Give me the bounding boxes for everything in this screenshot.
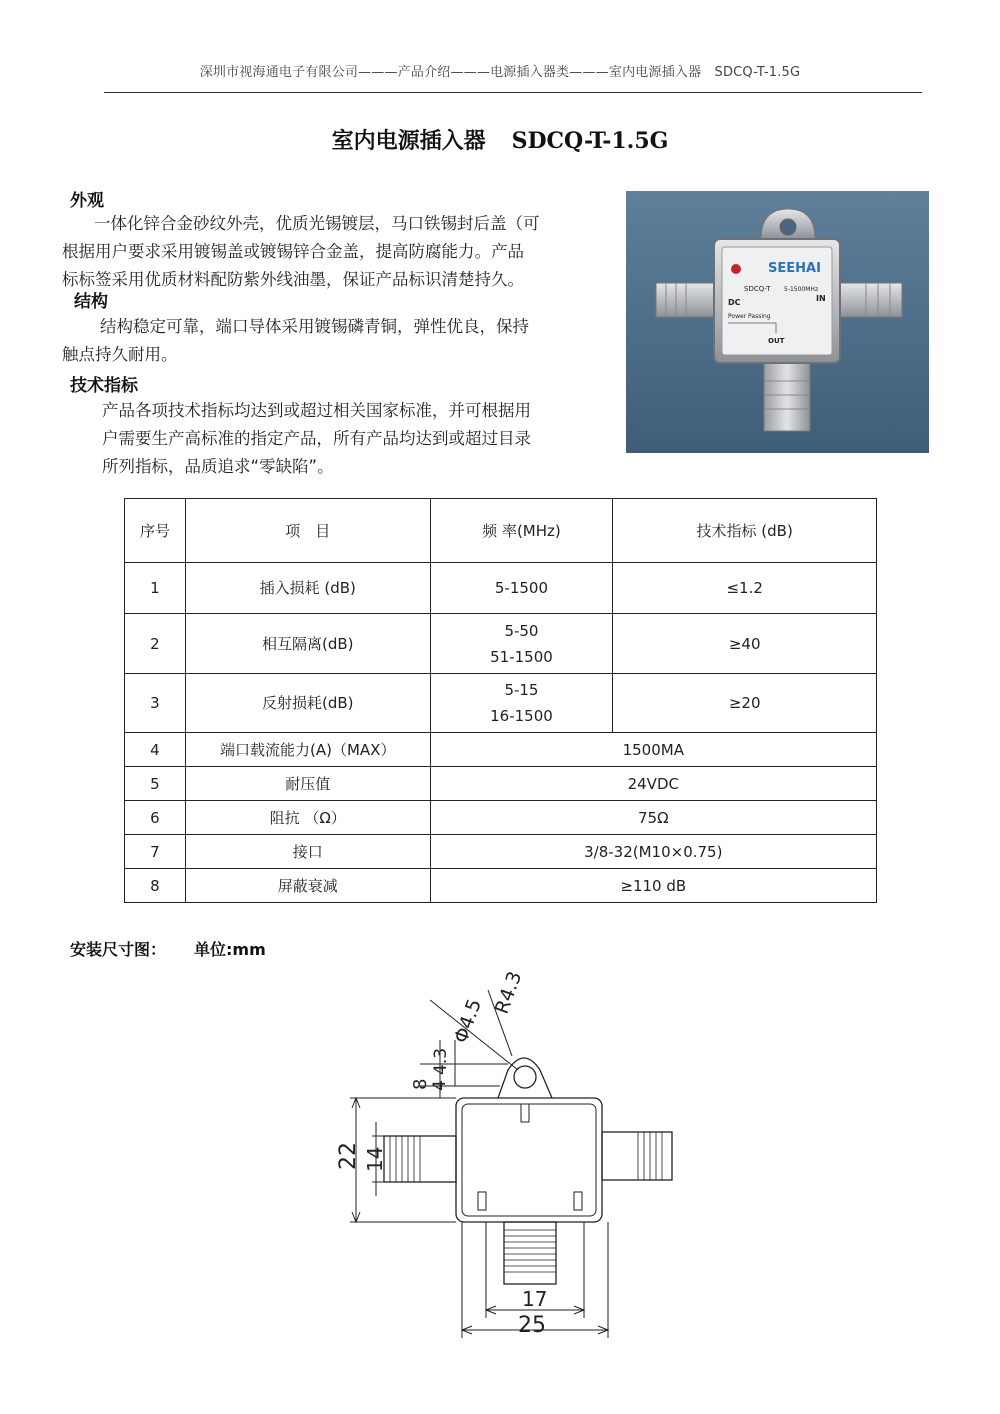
table-row <box>125 835 877 869</box>
led-indicator <box>731 264 741 274</box>
breadcrumb: 深圳市视海通电子有限公司———产品介绍———电源插入器类———室内电源插入器 SDCQ-T-1.5G <box>199 65 801 80</box>
specs-line: 户需要生产高标准的指定产品，所有产品均达到或超过目录 <box>102 429 531 448</box>
cell-value: 24VDC <box>430 767 876 801</box>
drawing-pin <box>574 1192 582 1210</box>
page-title <box>0 124 1000 155</box>
right-connector <box>834 283 902 317</box>
dim-8: 8 <box>410 1078 431 1090</box>
drawing-right-connector <box>602 1132 672 1180</box>
structure-heading: 结构 <box>74 292 108 312</box>
table-row <box>125 869 877 903</box>
cell-item: 接口 <box>185 835 430 869</box>
cell-spec: ≥40 <box>613 614 877 674</box>
specs-text <box>102 397 612 481</box>
cell-item: 插入损耗 (dB) <box>185 563 430 614</box>
header-divider <box>104 92 922 93</box>
specs-heading: 技术指标 <box>70 376 138 396</box>
cell-spec: ≤1.2 <box>613 563 877 614</box>
dim-14: 14 <box>363 1146 387 1172</box>
cell-no: 2 <box>125 614 186 674</box>
table-row <box>125 801 877 835</box>
table-row <box>125 767 877 801</box>
cell-item: 耐压值 <box>185 767 430 801</box>
cell-value: 3/8-32(M10×0.75) <box>430 835 876 869</box>
mounting-hole <box>780 219 796 235</box>
specs-line: 产品各项技术指标均达到或超过相关国家标准，并可根据用 <box>102 401 531 420</box>
cell-no: 8 <box>125 869 186 903</box>
cell-value: 1500MA <box>430 733 876 767</box>
appearance-line: 一体化锌合金砂纹外壳，优质光锡镀层，马口铁锡封后盖（可 <box>94 214 540 233</box>
out-label: OUT <box>768 337 785 345</box>
dc-label: DC <box>728 298 741 307</box>
dim-25: 25 <box>518 1313 546 1338</box>
cell-no: 7 <box>125 835 186 869</box>
specs-line: 所列指标，品质追求“零缺陷”。 <box>102 457 334 476</box>
structure-text <box>62 313 610 369</box>
cell-freq: 5-50 51-1500 <box>430 614 613 674</box>
product-model: SDCQ-T-1.5G <box>511 128 669 154</box>
cell-value: ≥110 dB <box>430 869 876 903</box>
header-no: 序号 <box>125 499 186 563</box>
appearance-text <box>62 210 610 294</box>
structure-line: 触点持久耐用。 <box>62 345 178 364</box>
cell-item: 相互隔离(dB) <box>185 614 430 674</box>
cell-no: 5 <box>125 767 186 801</box>
spec-table <box>124 498 877 903</box>
cell-spec: ≥20 <box>613 674 877 733</box>
drawing-bottom-connector <box>504 1222 556 1284</box>
power-passing-label: Power Passing <box>728 313 771 320</box>
freq-label: 5-1500MHz <box>784 286 819 293</box>
install-unit: 单位:mm <box>194 940 266 959</box>
appearance-line: 标标签采用优质材料配防紫外线油墨，保证产品标识清楚持久。 <box>62 270 524 289</box>
cell-no: 6 <box>125 801 186 835</box>
cell-freq: 5-15 16-1500 <box>430 674 613 733</box>
install-heading <box>70 937 266 960</box>
cell-item: 屏蔽衰减 <box>185 869 430 903</box>
model-label: SDCQ-T <box>744 285 771 293</box>
drawing-pin <box>478 1192 486 1210</box>
table-row <box>125 614 877 674</box>
dim-22: 22 <box>336 1142 361 1170</box>
cell-item: 端口载流能力(A)（MAX） <box>185 733 430 767</box>
table-row <box>125 733 877 767</box>
dim-4-3: 4.3 <box>431 1047 451 1075</box>
product-photo <box>626 191 929 453</box>
brand-label: SEEHAI <box>768 261 821 276</box>
cell-freq: 5-1500 <box>430 563 613 614</box>
appearance-heading: 外观 <box>70 191 104 211</box>
cell-item: 阻抗 （Ω） <box>185 801 430 835</box>
cell-item: 反射损耗(dB) <box>185 674 430 733</box>
table-header-row <box>125 499 877 563</box>
cell-no: 1 <box>125 563 186 614</box>
cell-no: 3 <box>125 674 186 733</box>
dimension-drawing <box>300 958 720 1358</box>
dim-r: R4.3 <box>490 968 527 1017</box>
appearance-line: 根据用户要求采用镀锡盖或镀锡锌合金盖，提高防腐能力。产品 <box>62 242 524 261</box>
install-title: 安装尺寸图： <box>70 940 167 959</box>
dim-phi: Φ4.5 <box>449 996 486 1047</box>
cell-value: 75Ω <box>430 801 876 835</box>
product-name: 室内电源插入器 <box>331 128 486 154</box>
header-freq: 频 率(MHz) <box>430 499 613 563</box>
in-label: IN <box>816 294 826 303</box>
table-row <box>125 674 877 733</box>
cell-no: 4 <box>125 733 186 767</box>
header-spec: 技术指标 (dB) <box>613 499 877 563</box>
header-item: 项 目 <box>185 499 430 563</box>
dim-17: 17 <box>522 1287 548 1311</box>
drawing-pin <box>521 1104 529 1122</box>
structure-line: 结构稳定可靠，端口导体采用镀锡磷青铜，弹性优良，保持 <box>100 317 529 336</box>
table-row <box>125 563 877 614</box>
dim-4: 4 <box>430 1080 450 1091</box>
